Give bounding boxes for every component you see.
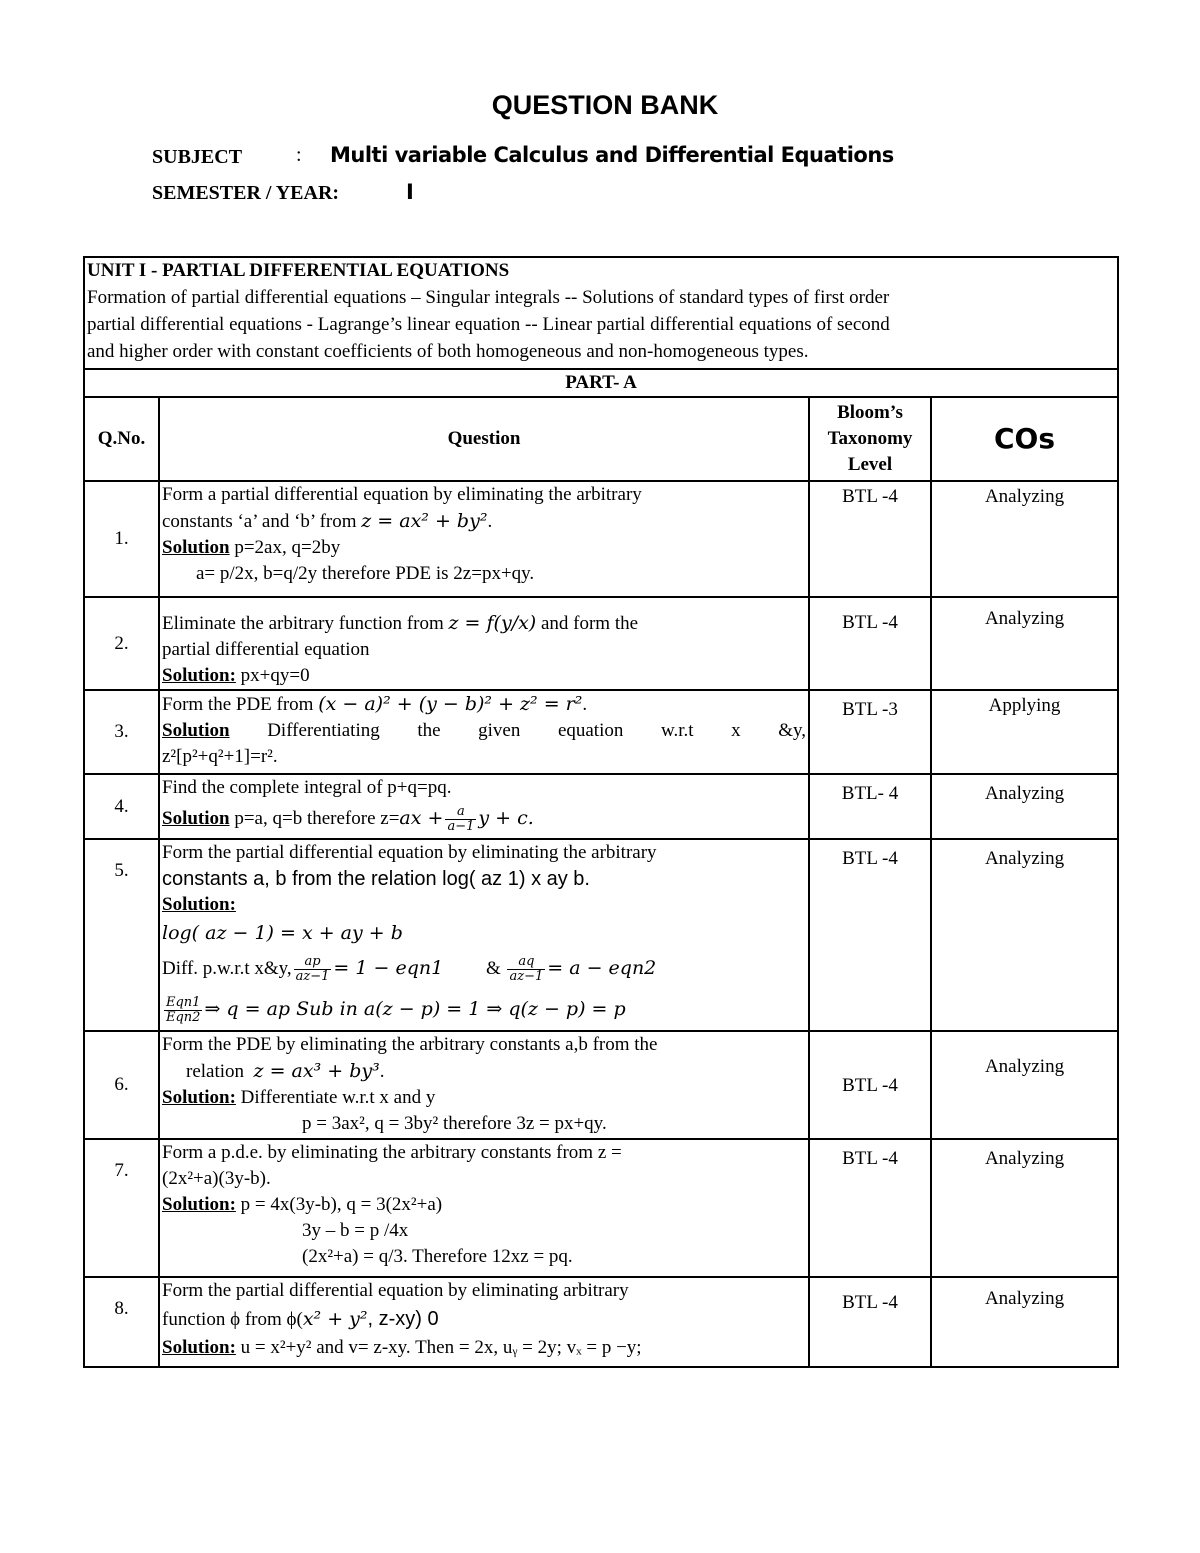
fraction-numerator: Eqn1 (166, 995, 201, 1011)
question-cell (159, 481, 809, 597)
fraction (507, 955, 545, 984)
question-text-part: relation (186, 1061, 245, 1082)
solution-label: Solution (162, 808, 230, 829)
math-expression: z = f(y/x) (448, 612, 537, 634)
math-expression: = a − eqn2 (547, 957, 657, 979)
question-header: Question (159, 397, 809, 481)
fraction-denominator: a−1 (447, 819, 475, 835)
solution-text: 3y – b = p /4x (302, 1220, 409, 1241)
solution-line (162, 535, 806, 561)
table-row (84, 839, 1118, 1031)
question-text: Form the PDE by eliminating the arbitrary constants a,b from the (162, 1034, 658, 1055)
math-expression: = 1 − eqn1 (333, 957, 444, 979)
math-expression: ax + (399, 807, 444, 829)
question-number: 1. (84, 481, 159, 597)
bloom-header-line: Taxonomy (827, 428, 913, 449)
question-number: 7. (84, 1139, 159, 1277)
table-row (84, 774, 1118, 839)
solution-line (162, 989, 806, 1030)
solution-label: Solution (162, 537, 230, 558)
solution-line (162, 1192, 806, 1218)
solution-text: Diff. p.w.r.t x&y, (162, 958, 292, 979)
question-text: Form a partial differential equation by eliminating the arbitrary (162, 484, 642, 505)
fraction-denominator: az−1 (509, 969, 544, 985)
solution-label: Solution: (162, 1087, 236, 1108)
qno-header: Q.No. (84, 397, 159, 481)
solution-text: & (485, 958, 501, 979)
solution-text: p=a, q=b therefore z= (229, 808, 400, 829)
page-title: QUESTION BANK (491, 90, 719, 120)
subject-colon: : (296, 144, 302, 166)
btl-level: BTL -4 (809, 1139, 931, 1277)
question-number: 6. (84, 1031, 159, 1139)
question-text-part: Eliminate the arbitrary function from (162, 613, 444, 634)
subject-label: SUBJECT (152, 146, 243, 168)
question-cell (159, 839, 809, 1031)
question-cell (159, 1277, 809, 1367)
solution-line (162, 1335, 806, 1361)
math-expression: z = ax³ + by³ (253, 1060, 380, 1082)
question-cell (159, 1139, 809, 1277)
btl-level: BTL -3 (809, 690, 931, 774)
math-expression: x² + y² (302, 1308, 368, 1330)
math-expression: z = ax² + by² (361, 510, 488, 532)
question-text-part: . (379, 1061, 385, 1082)
solution-label: Solution: (162, 1194, 236, 1215)
column-header-row (84, 397, 1118, 481)
question-number: 8. (84, 1277, 159, 1367)
question-text (162, 1304, 806, 1335)
question-text-part: , z-xy) 0 (367, 1308, 439, 1330)
solution-text: z²[p²+q²+1]=r². (162, 746, 278, 767)
math-expression: y + c. (478, 807, 534, 829)
fraction-denominator: az−1 (295, 969, 330, 985)
solution-line (162, 801, 806, 836)
fraction-numerator: ap (294, 955, 332, 970)
solution-text: px+qy=0 (235, 665, 310, 686)
question-number: 2. (84, 597, 159, 690)
solution-line (162, 663, 806, 689)
syllabus-line: and higher order with constant coefficients of both homogeneous and non-homogeneous types. (87, 341, 809, 362)
question-cell (159, 774, 809, 839)
solution-text: Differentiating the given equation w.r.t x &y, (267, 720, 806, 741)
btl-level: BTL -4 (809, 1277, 931, 1367)
course-outcome: Analyzing (931, 1277, 1118, 1367)
part-row (84, 369, 1118, 397)
cos-header: COs (931, 397, 1118, 481)
solution-label: Solution: (162, 665, 236, 686)
fraction-numerator: a (445, 805, 476, 820)
solution-label: Solution: (162, 1337, 236, 1358)
solution-label: Solution: (162, 894, 236, 915)
table-row (84, 1277, 1118, 1367)
question-text-part: constants ‘a’ and ‘b’ from (162, 511, 357, 532)
solution-text: (2x²+a) = q/3. Therefore 12xz = pq. (302, 1246, 573, 1267)
solution-label: Solution (162, 720, 230, 741)
question-text (162, 691, 806, 718)
btl-level: BTL- 4 (809, 774, 931, 839)
btl-level: BTL -4 (809, 1031, 931, 1139)
question-text-part: . (487, 511, 493, 532)
question-text-part: function ϕ from ϕ( (162, 1309, 303, 1330)
unit-header-row (84, 257, 1118, 369)
question-cell (159, 597, 809, 690)
bloom-header-line: Bloom’s (837, 402, 903, 423)
course-outcome: Analyzing (931, 597, 1118, 690)
fraction (164, 996, 202, 1025)
math-expression: log( az − 1) = x + ay + b (162, 922, 403, 944)
question-number: 4. (84, 774, 159, 839)
course-outcome: Applying (931, 690, 1118, 774)
syllabus-line: partial differential equations - Lagrange’s linear equation -- Linear partial differential equations of second (87, 314, 890, 335)
solution-text: p = 3ax², q = 3by² therefore 3z = px+qy. (302, 1113, 607, 1134)
solution-line (162, 948, 806, 989)
fraction-denominator: Eqn2 (166, 1010, 201, 1026)
question-text-part: . (582, 694, 588, 715)
btl-level: BTL -4 (809, 481, 931, 597)
question-text: partial differential equation (162, 639, 370, 660)
course-outcome: Analyzing (931, 1139, 1118, 1277)
table-row (84, 597, 1118, 690)
question-number: 5. (84, 839, 159, 1031)
solution-line (162, 718, 806, 744)
table-row (84, 1139, 1118, 1277)
question-cell (159, 690, 809, 774)
course-outcome: Analyzing (931, 1031, 1118, 1139)
btl-level: BTL -4 (809, 839, 931, 1031)
question-text: Form the partial differential equation by eliminating the arbitrary (162, 842, 657, 863)
part-a-heading: PART- A (84, 369, 1118, 397)
math-expression: ⇒ q = ap Sub in a(z − p) = 1 ⇒ q(z − p) = p (204, 998, 626, 1020)
bloom-header (809, 397, 931, 481)
subject-value: Multi variable Calculus and Differential Equations (330, 143, 894, 167)
question-cell (159, 1031, 809, 1139)
course-outcome: Analyzing (931, 481, 1118, 597)
question-text (162, 610, 806, 637)
syllabus-line: Formation of partial differential equations – Singular integrals -- Solutions of standard types of first order (87, 287, 890, 308)
semester-label: SEMESTER / YEAR: (152, 182, 340, 204)
question-text (162, 1058, 806, 1085)
solution-text: p=2ax, q=2by (229, 537, 341, 558)
question-text-part: and form the (540, 613, 639, 634)
question-text: Form the partial differential equation by eliminating arbitrary (162, 1280, 629, 1301)
question-text: constants a, b from the relation log( az 1) x ay b. (162, 868, 590, 890)
course-outcome: Analyzing (931, 839, 1118, 1031)
fraction-numerator: aq (507, 955, 545, 970)
table-row (84, 1031, 1118, 1139)
solution-text: u = x²+y² and v= z-xy. Then = 2x, uᵧ = 2y; vₓ = p −y; (235, 1337, 642, 1358)
bloom-header-line: Level (847, 454, 893, 475)
fraction (445, 805, 476, 834)
semester-value: I (406, 180, 414, 204)
course-outcome: Analyzing (931, 774, 1118, 839)
question-bank-table (83, 256, 1119, 1368)
fraction (294, 955, 332, 984)
question-text: Find the complete integral of p+q=pq. (162, 777, 452, 798)
math-expression: (x − a)² + (y − b)² + z² = r² (318, 693, 583, 715)
solution-text: p = 4x(3y-b), q = 3(2x²+a) (235, 1194, 443, 1215)
question-text-part: Form the PDE from (162, 694, 314, 715)
table-row (84, 690, 1118, 774)
unit-cell (84, 257, 1118, 369)
question-text: (2x²+a)(3y-b). (162, 1168, 271, 1189)
solution-line (162, 1085, 806, 1111)
btl-level: BTL -4 (809, 597, 931, 690)
solution-text: a= p/2x, b=q/2y therefore PDE is 2z=px+qy. (196, 563, 535, 584)
solution-text: Differentiate w.r.t x and y (235, 1087, 436, 1108)
question-number: 3. (84, 690, 159, 774)
table-row (84, 481, 1118, 597)
question-text: Form a p.d.e. by eliminating the arbitrary constants from z = (162, 1142, 622, 1163)
question-text (162, 508, 806, 535)
unit-title: UNIT I - PARTIAL DIFFERENTIAL EQUATIONS (87, 260, 510, 281)
